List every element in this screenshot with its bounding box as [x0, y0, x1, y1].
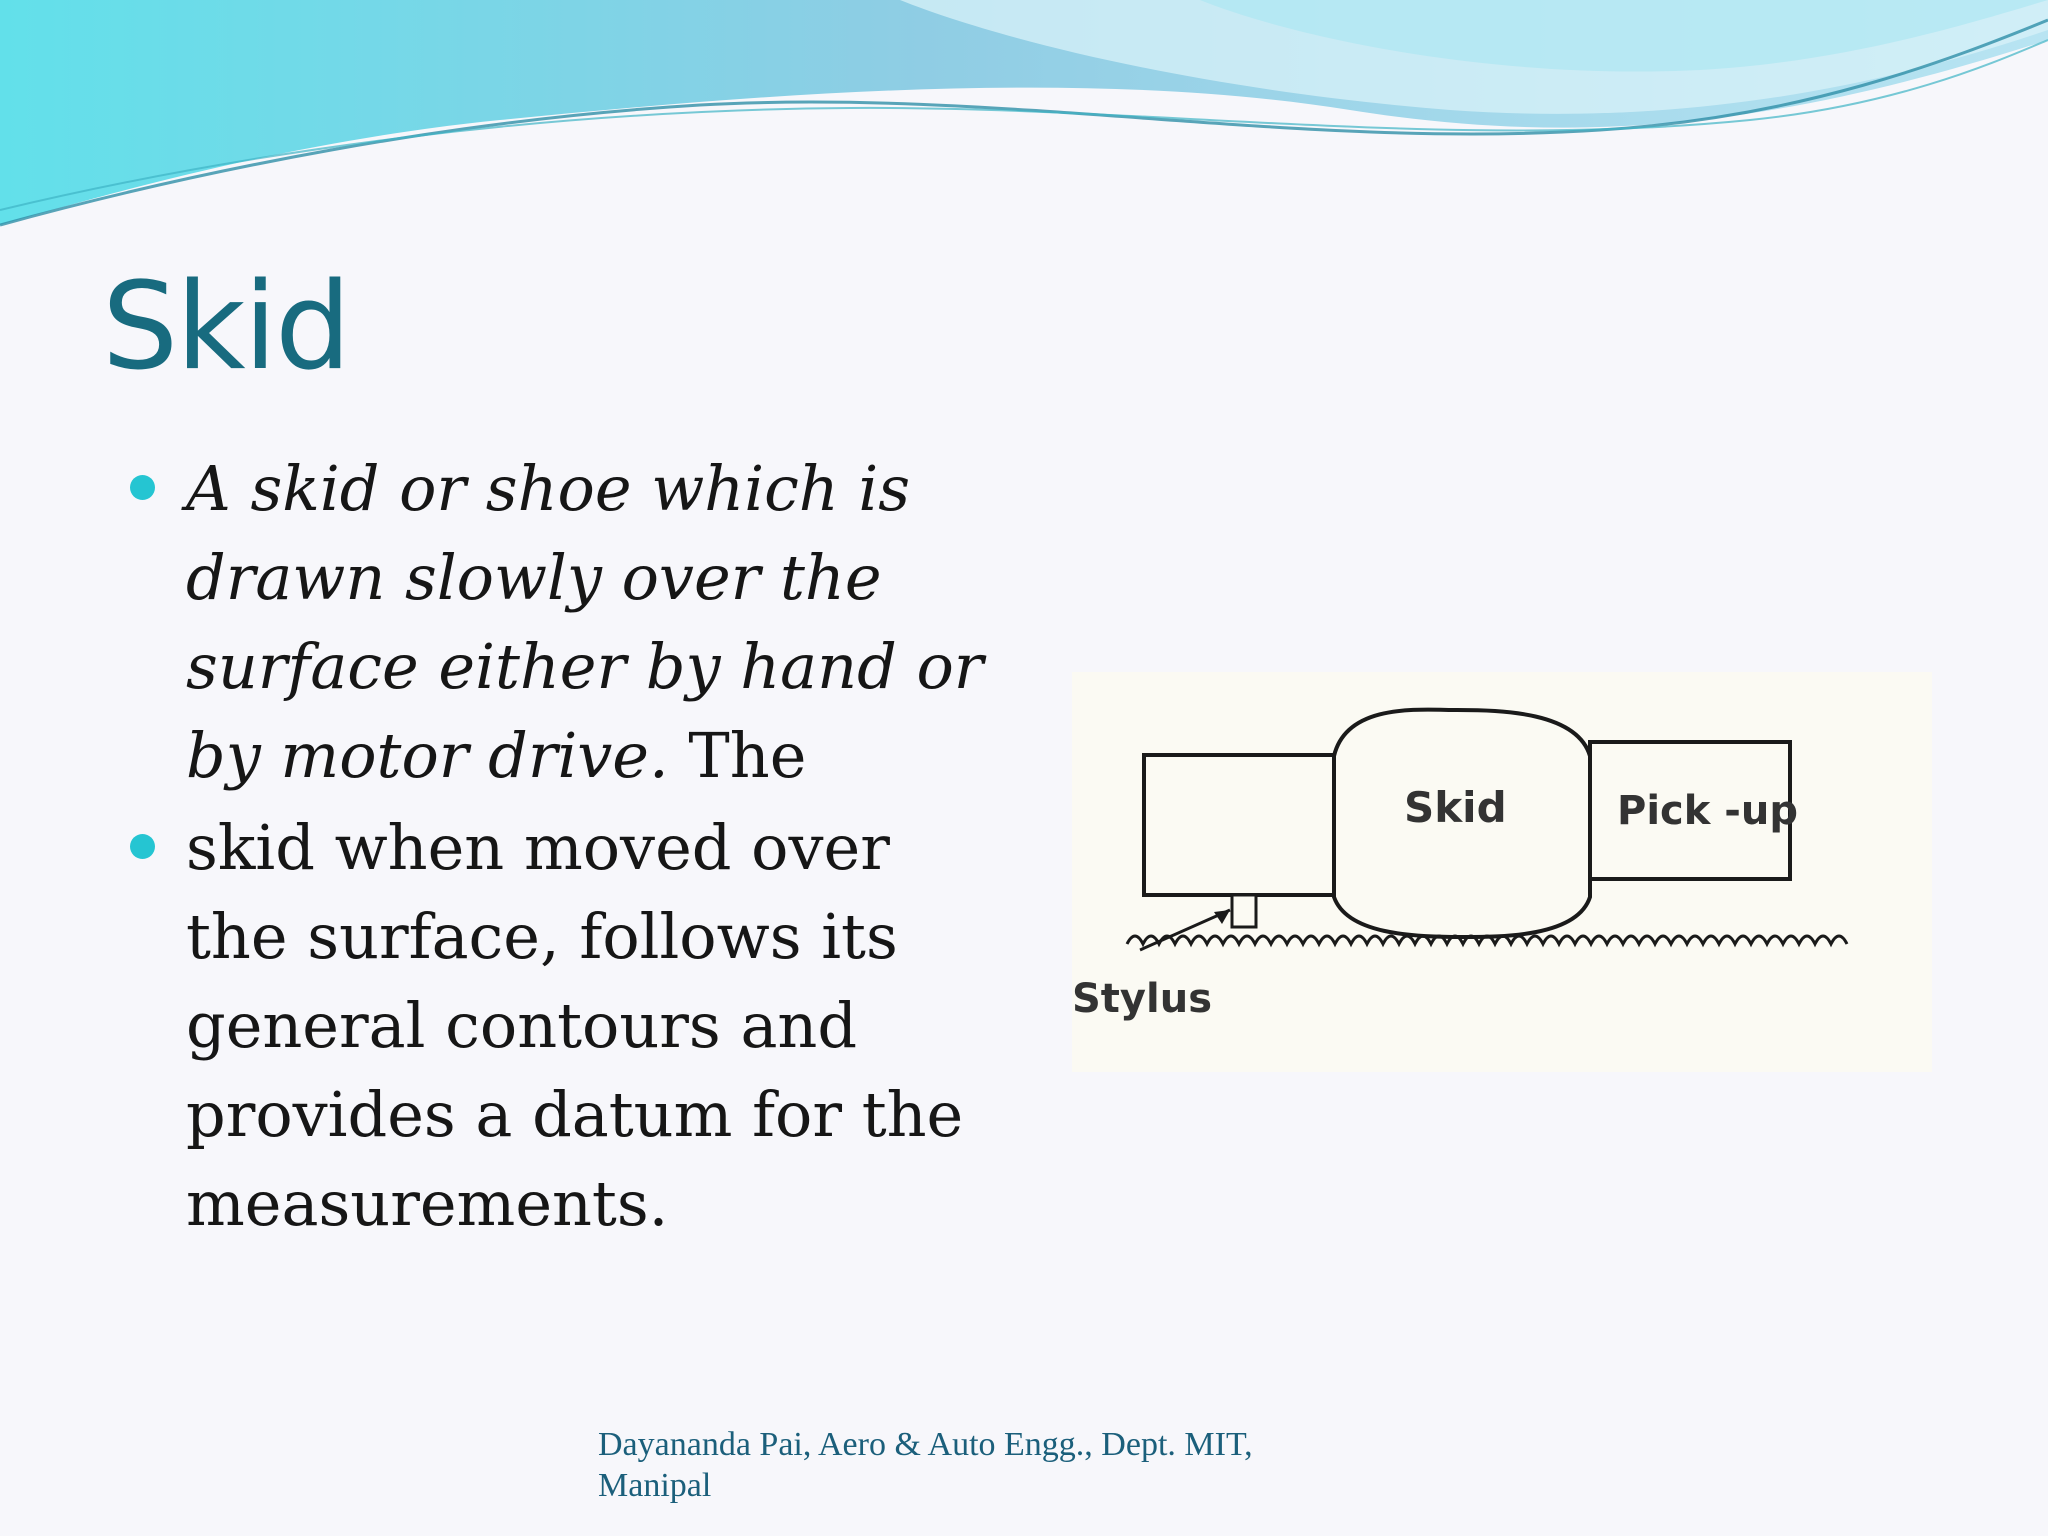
bullet-2-text: skid when moved over the surface, follows its general contours and provides a datum for the measurements. — [186, 811, 964, 1240]
skid-diagram — [1072, 672, 1932, 1072]
stylus-label: Stylus — [1072, 976, 1212, 1022]
bullet-1-text: The — [668, 719, 807, 792]
footer — [598, 1424, 1358, 1506]
stylus-stem — [1232, 895, 1256, 927]
header-wave-decoration — [0, 0, 2048, 240]
bullet-item-1 — [120, 444, 1000, 800]
bullet-list — [120, 444, 1000, 1251]
skid-label: Skid — [1404, 783, 1507, 832]
slide-title: Skid — [102, 258, 350, 397]
bullet-icon — [130, 834, 155, 859]
footer-line-1: Dayananda Pai, Aero & Auto Engg., Dept. MIT, — [598, 1426, 1253, 1463]
pickup-label: Pick -up — [1617, 788, 1798, 834]
bullet-1-italic-text: A skid or shoe which is drawn slowly over the surface either by hand or by motor drive. — [186, 452, 984, 792]
bullet-item-2 — [120, 803, 1000, 1248]
footer-line-2: Manipal — [598, 1467, 712, 1504]
skid-diagram-svg — [1072, 672, 1932, 1072]
bullet-icon — [130, 475, 155, 500]
